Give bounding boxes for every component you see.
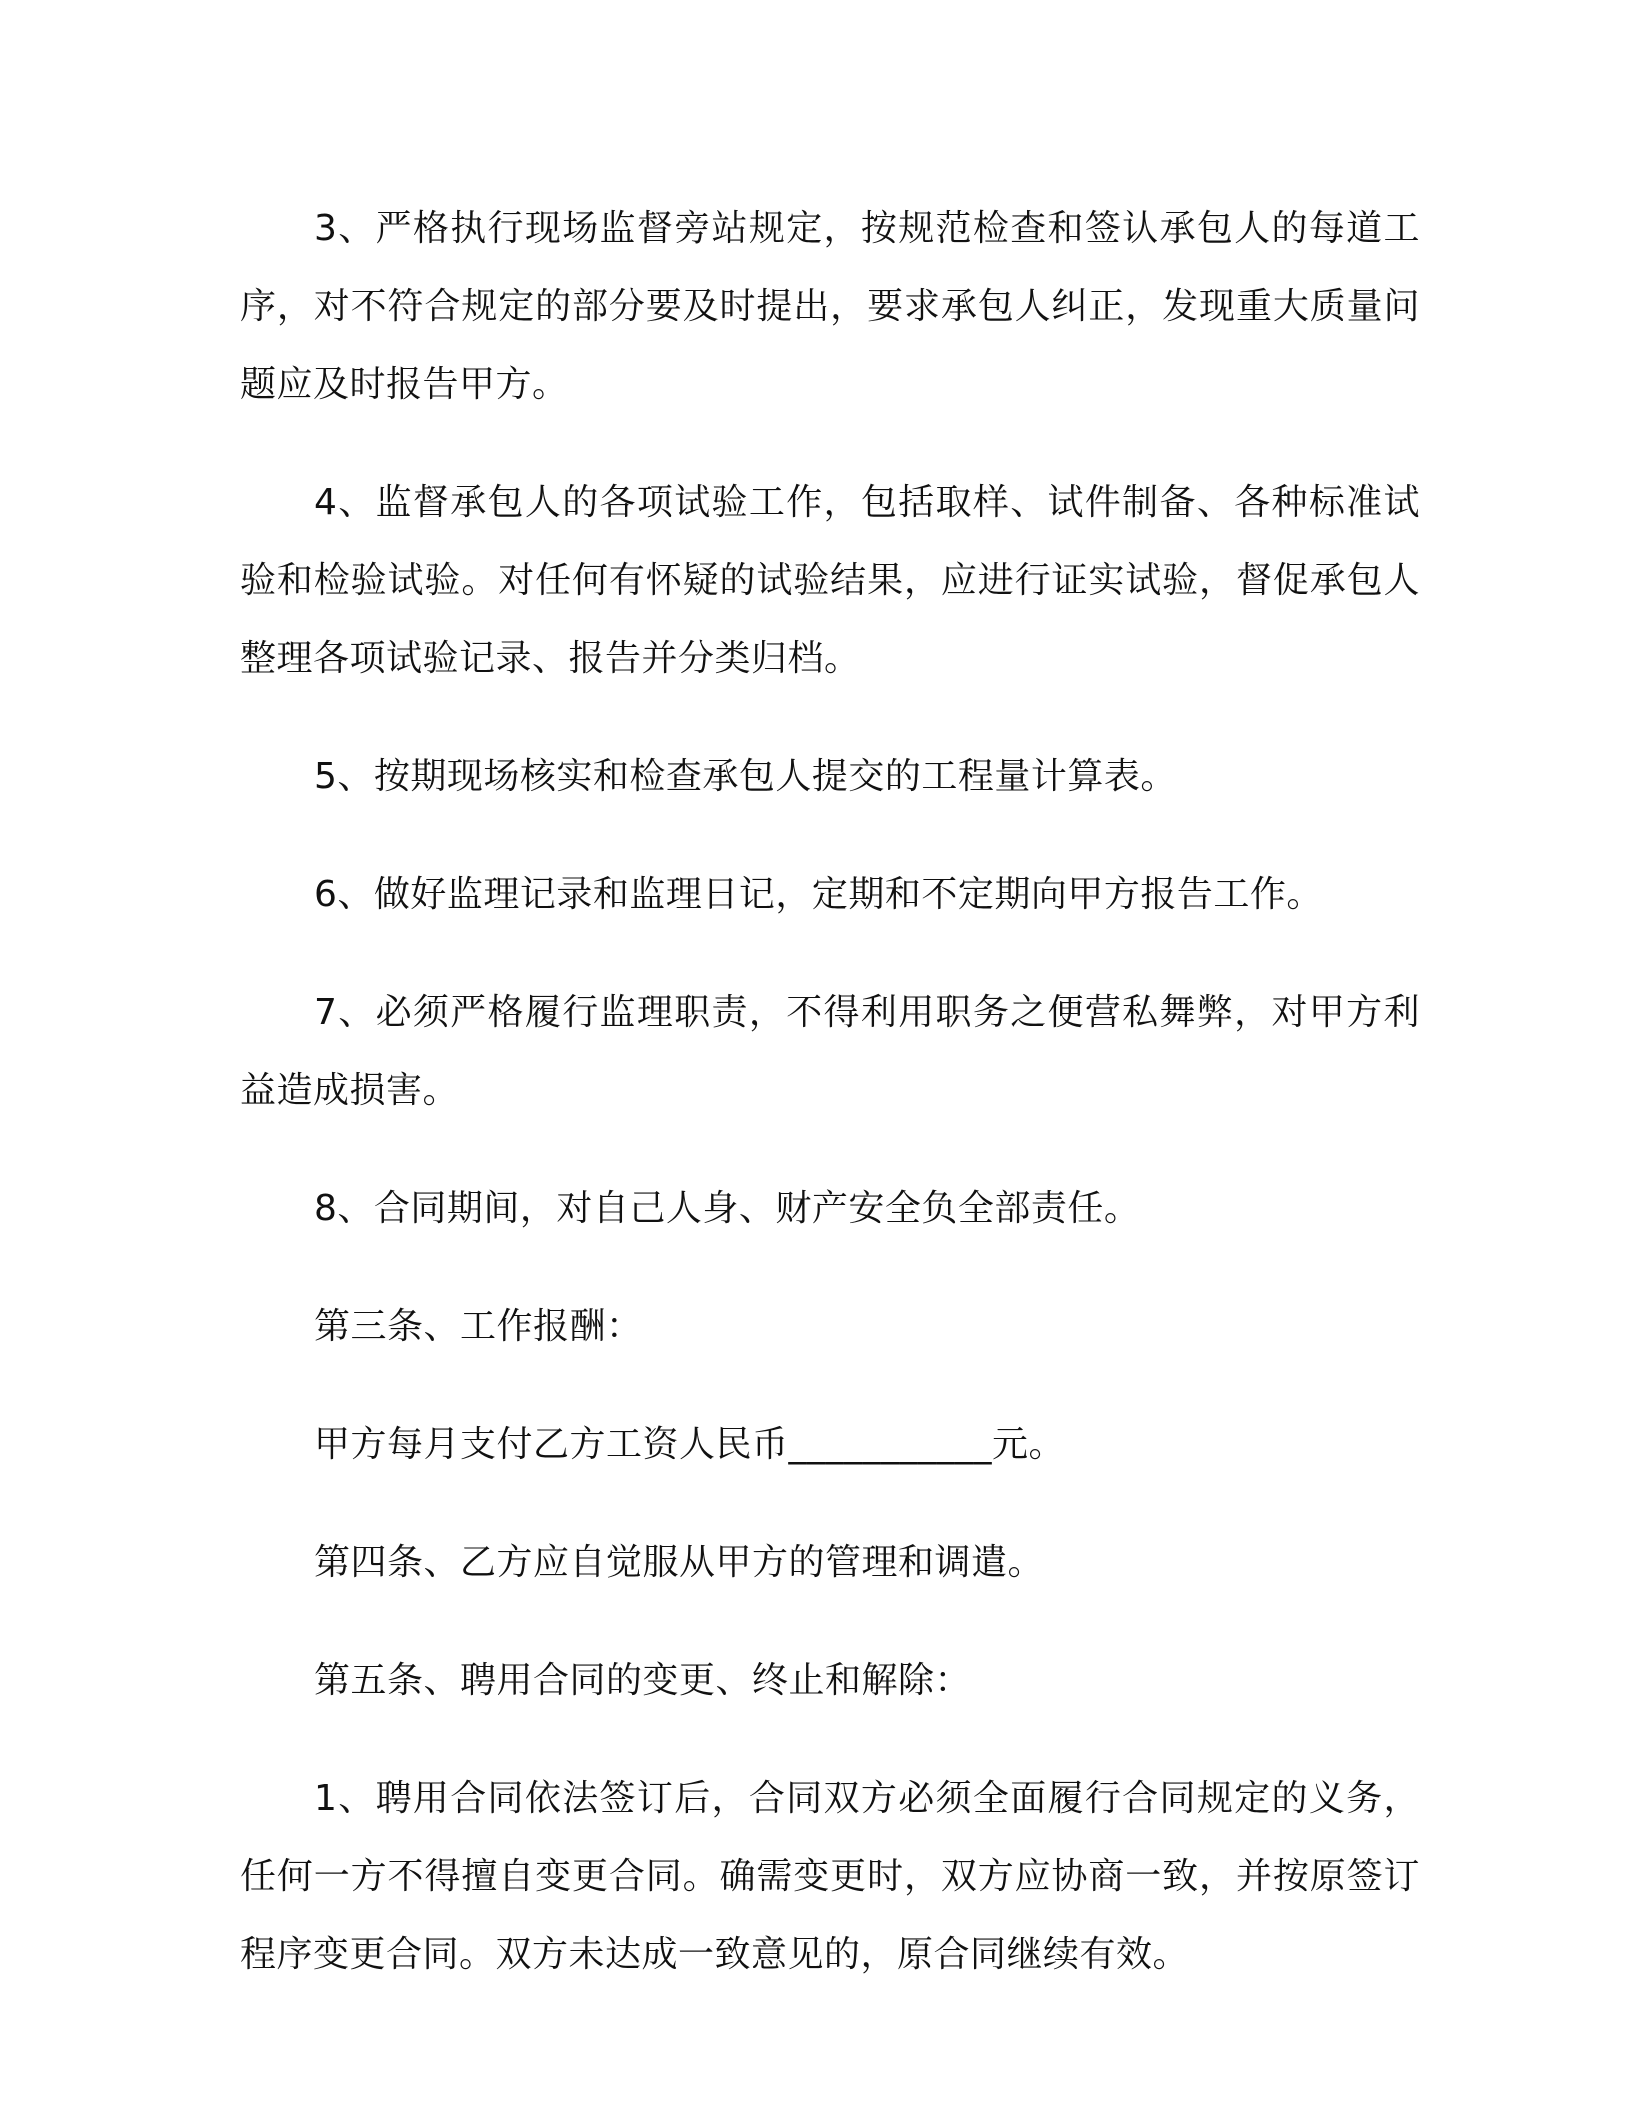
clause-5-paragraph: 5、按期现场核实和检查承包人提交的工程量计算表。 <box>314 756 1177 797</box>
salary-paragraph: 甲方每月支付乙方工资人民币___________元。 <box>314 1424 1066 1465</box>
article-5-heading: 第五条、聘用合同的变更、终止和解除： <box>314 1660 972 1701</box>
clause-4-paragraph: 4、监督承包人的各项试验工作，包括取样、试件制备、各种标准试验和检验试验。对任何有怀疑的试验结果，应进行证实试验，督促承包人整理各项试验记录、报告并分类归档。 <box>240 482 1420 679</box>
clause-6-paragraph: 6、做好监理记录和监理日记，定期和不定期向甲方报告工作。 <box>314 874 1323 915</box>
article-3-heading: 第三条、工作报酬： <box>314 1306 643 1347</box>
clause-7-paragraph: 7、必须严格履行监理职责，不得利用职务之便营私舞弊，对甲方利益造成损害。 <box>240 992 1420 1111</box>
document-body <box>240 190 1420 2034</box>
article-5-clause-1-paragraph: 1、聘用合同依法签订后，合同双方必须全面履行合同规定的义务，任何一方不得擅自变更合同。确需变更时，双方应协商一致，并按原签订程序变更合同。双方未达成一致意见的，原合同继续有效。 <box>240 1778 1420 1975</box>
article-4-paragraph: 第四条、乙方应自觉服从甲方的管理和调遣。 <box>314 1542 1045 1583</box>
clause-8-paragraph: 8、合同期间，对自己人身、财产安全负全部责任。 <box>314 1188 1141 1229</box>
clause-3-paragraph: 3、严格执行现场监督旁站规定，按规范检查和签认承包人的每道工序，对不符合规定的部分要及时提出，要求承包人纠正，发现重大质量问题应及时报告甲方。 <box>240 208 1420 405</box>
